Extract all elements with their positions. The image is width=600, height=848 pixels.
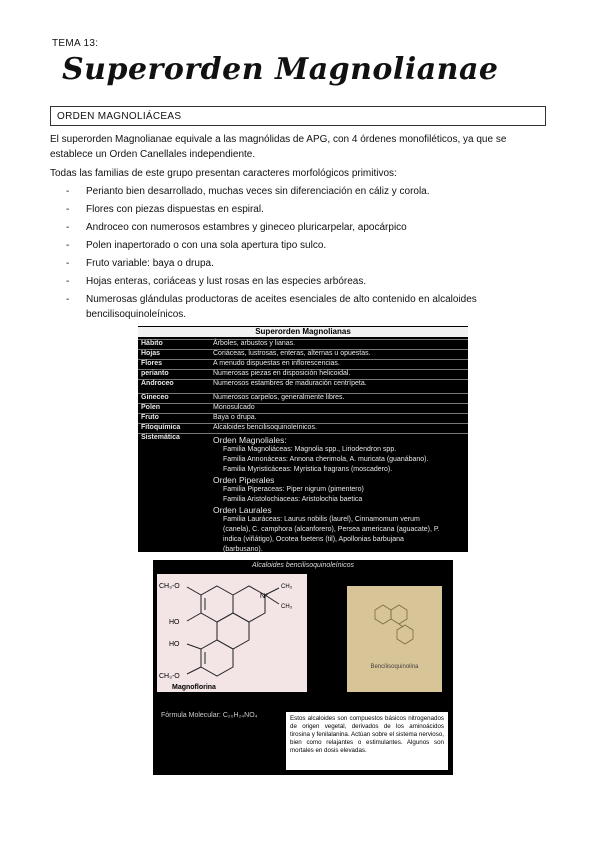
table-row [138,359,468,367]
list-item: - Polen inapertorado o con una sola apertura tipo sulco. [66,238,546,253]
row-value: Alcaloides bencilisoquinoleínicos. [213,424,317,431]
table-row [138,349,468,357]
family-line: (canela), C. camphora (alcanforero), Persea americana (aguacate), P. [223,526,440,533]
characters-paragraph: Todas las familias de este grupo presentan caracteres morfológicos primitivos: [50,168,397,179]
row-value: Monosulcado [213,404,255,411]
summary-table [138,326,468,552]
order-heading: Orden Laurales [213,505,272,515]
row-label: Hábito [141,340,163,347]
list-item: - Flores con piezas dispuestas en espiral. [66,202,546,217]
list-item: - Perianto bien desarrollado, muchas veces sin diferenciación en cáliz y corola. [66,184,546,199]
family-line: Familia Aristolochiaceas: Aristolochia baetica [223,496,363,503]
tema-label: TEMA 13: [52,38,99,49]
order-heading: Orden Magnoliales: [213,435,287,445]
table-row [138,339,468,347]
sistematica-row [138,433,468,552]
hydroxyl-label: HO [169,619,180,626]
list-item: - Hojas enteras, coriáceas y lust rosas en las especies arbóreas. [66,274,546,289]
row-label: Flores [141,360,163,367]
methyl-label: CH₃ [281,584,293,590]
orden-heading-box: ORDEN MAGNOLIÁCEAS [50,106,546,126]
figure-title: Alcaloides bencilisoquinoleínicos [252,562,354,569]
intro-paragraph: El superorden Magnolianae equivale a las magnólidas de APG, con 4 órdenes monofiléticos, ya que se establece un Orden Canellales independiente. [50,134,507,160]
table-row [138,423,468,431]
nitrogen-label: N⁺ [260,593,269,600]
benzyl-caption: Bencilisoquinolina [370,664,419,670]
hydroxyl-label: HO [169,641,180,648]
table-row [138,413,468,421]
molecular-formula: Fórmula Molecular: C₂₀H₂₄NO₄ [161,712,258,719]
alkaloid-note: Estos alcaloides son compuestos básicos nitrogenados de origen vegetal, derivados de los aminoácidos tirosina y fenilalanina. Actúan sobre el sistema nervioso, bien como relajantes o estimulantes. Algunos son mortales en dosis elevadas. [286,712,448,770]
table-row [138,403,468,411]
row-value: Numerosos carpelos, generalmente libres. [213,394,345,401]
row-label: Polen [141,404,161,411]
table-title: Superorden Magnolianas [138,327,468,337]
benzylisoquinoline-structure [347,586,442,692]
row-value: Numerosas piezas en disposición helicoidal. [213,370,351,377]
order-heading: Orden Piperales [213,475,275,485]
table-row [138,369,468,377]
row-label: Fruto [141,414,159,421]
magnoflorine-structure [157,574,307,692]
methoxy-label: CH₃-O [159,583,180,590]
family-line: Familia Piperaceas: Piper nigrum (pimentero) [223,486,364,493]
row-value: A menudo dispuestas en inflorescencias. [213,360,340,367]
table-row [138,393,468,401]
family-line: Familia Annonáceas: Annona cherimola, A. muricata (guanábano). [223,456,429,463]
row-value: Numerosos estambres de maduración centrípeta. [213,380,367,387]
family-line: Familia Myristicáceas: Myristica fragrans (moscadero). [223,466,393,473]
alkaloid-figure [153,560,453,775]
benzyl-drawing [347,586,442,666]
row-label: Fitoquímica [141,424,181,431]
row-value: Baya o drupa. [213,414,257,421]
methoxy-label: CH₃-O [159,673,180,680]
row-value: Árboles, arbustos y lianas. [213,340,296,347]
row-label: perianto [141,370,169,377]
methyl-label: CH₃ [281,604,293,610]
molecule-drawing [157,574,307,692]
row-label: Sistemática [141,434,180,441]
list-item: - Androceo con numerosos estambres y gineceo pluricarpelar, apocárpico [66,220,546,235]
row-label: Hojas [141,350,161,357]
table-row [138,379,468,394]
row-label: Androceo [141,380,174,387]
list-item: - Numerosas glándulas productoras de aceites esenciales de alto contenido en alcaloides bencilisoquinoleínicos. [66,292,546,322]
family-line: Familia Magnoliáceas: Magnolia spp., Liriodendron spp. [223,446,397,453]
family-line: indica (viñátigo), Ocotea foetens (til), Apollonias barbujana [223,536,404,543]
page-title: Superorden Magnolianae [62,52,499,87]
row-value: Coriáceas, lustrosas, enteras, alternas u opuestas. [213,350,371,357]
molecule-name: Magnoflorina [169,684,219,691]
family-line: Familia Lauráceas: Laurus nobilis (laurel), Cinnamomum verum [223,516,420,523]
sistematica-list [213,435,440,555]
feature-list [66,184,546,325]
row-label: Gineceo [141,394,169,401]
list-item: - Fruto variable: baya o drupa. [66,256,546,271]
family-line: (barbusano). [223,546,263,553]
